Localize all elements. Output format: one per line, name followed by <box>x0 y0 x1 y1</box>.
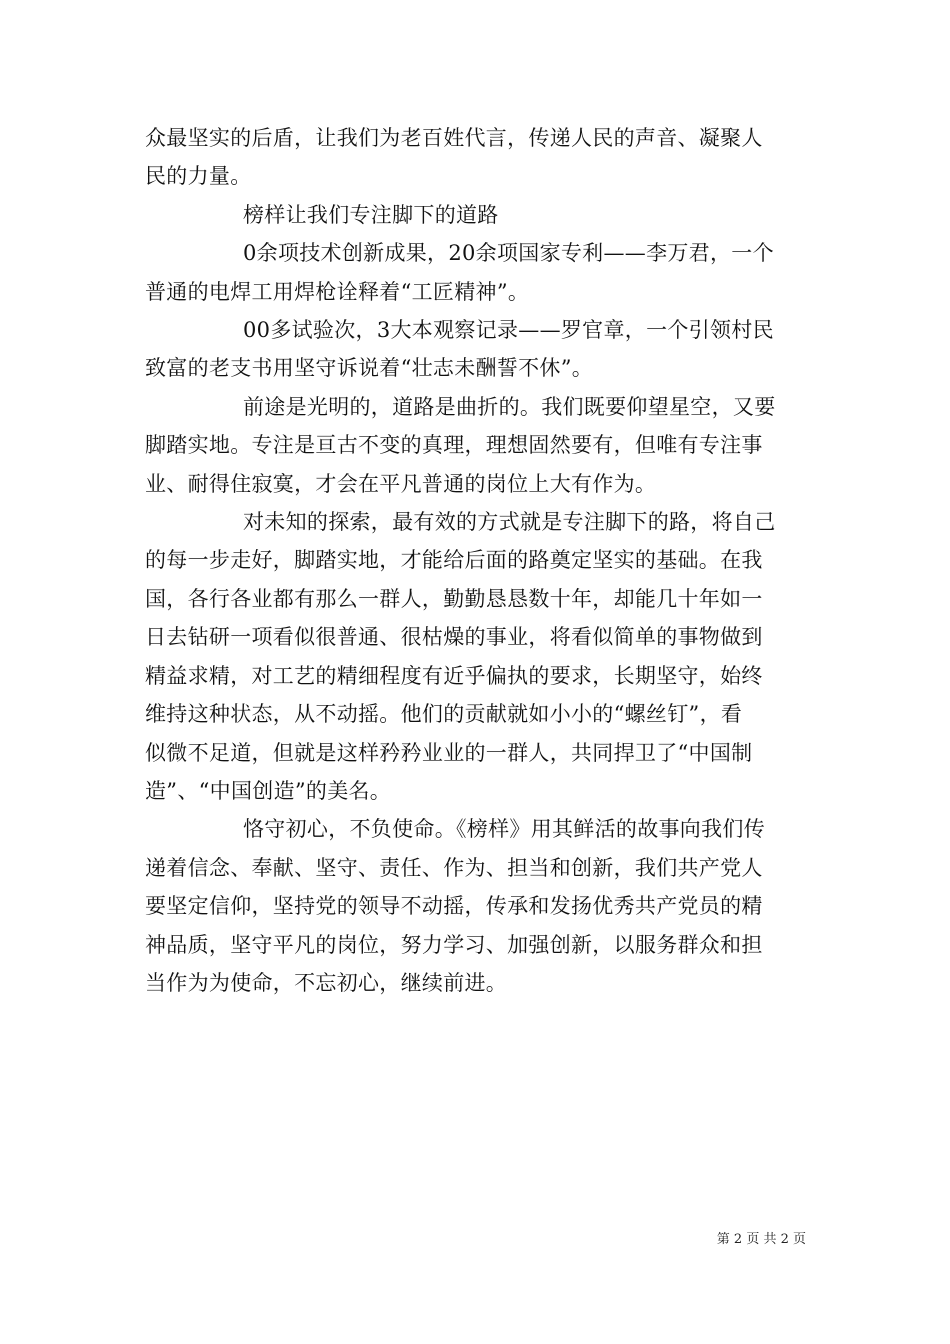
paragraph-future-bright-cont <box>145 426 807 503</box>
text-line: 民的力量。 <box>145 164 252 189</box>
text-line: 精益求精，对工艺的精细程度有近乎偏执的要求，长期坚守，始终 <box>145 663 763 688</box>
text-line: 递着信念、奉献、坚守、责任、作为、担当和创新，我们共产党人 <box>145 855 763 880</box>
paragraph-exploration <box>145 503 807 541</box>
text-line: 普通的电焊工用焊枪诠释着“工匠精神”。 <box>145 279 530 304</box>
paragraph-original-aspiration-cont <box>145 849 807 1003</box>
text-line: 国，各行各业都有那么一群人，勤勤恳恳数十年，却能几十年如一 <box>145 586 763 611</box>
text-line: 似微不足道，但就是这样矜矜业业的一群人，共同捍卫了“中国制 <box>145 740 753 765</box>
text-line: 众最坚实的后盾，让我们为老百姓代言，传递人民的声音、凝聚人 <box>145 126 763 150</box>
text-line: 恪守初心，不负使命。《榜样》用其鲜活的故事向我们传 <box>243 817 765 842</box>
text-line: 前途是光明的，道路是曲折的。我们既要仰望星空，又要 <box>243 394 776 419</box>
text-line: 对未知的探索，最有效的方式就是专注脚下的路，将自己 <box>243 510 776 535</box>
text-line: 00多试验次，3大本观察记录——罗官章，一个引领村民 <box>243 318 774 343</box>
text-line: 脚踏实地。专注是亘古不变的真理，理想固然要有，但唯有专注事 <box>145 433 763 458</box>
text-line: 神品质，坚守平凡的岗位，努力学习、加强创新，以服务群众和担 <box>145 932 763 957</box>
paragraph-li-wanjun <box>145 234 807 272</box>
page-number-footer: 第 2 页 共 2 页 <box>716 1232 806 1247</box>
paragraph-future-bright <box>145 388 807 426</box>
paragraph-exploration-cont <box>145 541 807 810</box>
text-line: 造”、“中国创造”的美名。 <box>145 778 392 803</box>
text-line: 的每一步走好，脚踏实地，才能给后面的路奠定坚实的基础。在我 <box>145 548 763 573</box>
paragraph-continuation <box>145 119 807 196</box>
text-line: 0余项技术创新成果，20余项国家专利——李万君，一个 <box>243 241 774 266</box>
text-line: 维持这种状态，从不动摇。他们的贡献就如小小的“螺丝钉”，看 <box>145 702 743 727</box>
text-line: 榜样让我们专注脚下的道路 <box>243 202 499 227</box>
text-line: 日去钻研一项看似很普通、很枯燥的事业，将看似简单的事物做到 <box>145 625 763 650</box>
paragraph-li-wanjun-cont <box>145 273 807 311</box>
text-line: 致富的老支书用坚守诉说着“壮志未酬誓不休”。 <box>145 356 594 381</box>
section-heading <box>145 196 807 234</box>
text-line: 要坚定信仰，坚持党的领导不动摇，传承和发扬优秀共产党员的精 <box>145 894 763 919</box>
text-line: 当作为为使命，不忘初心，继续前进。 <box>145 970 508 995</box>
paragraph-luo-guanzhang <box>145 311 807 349</box>
document-body <box>145 119 807 1002</box>
paragraph-luo-guanzhang-cont <box>145 349 807 387</box>
text-line: 业、耐得住寂寞，才会在平凡普通的岗位上大有作为。 <box>145 471 657 496</box>
paragraph-original-aspiration <box>145 810 807 848</box>
